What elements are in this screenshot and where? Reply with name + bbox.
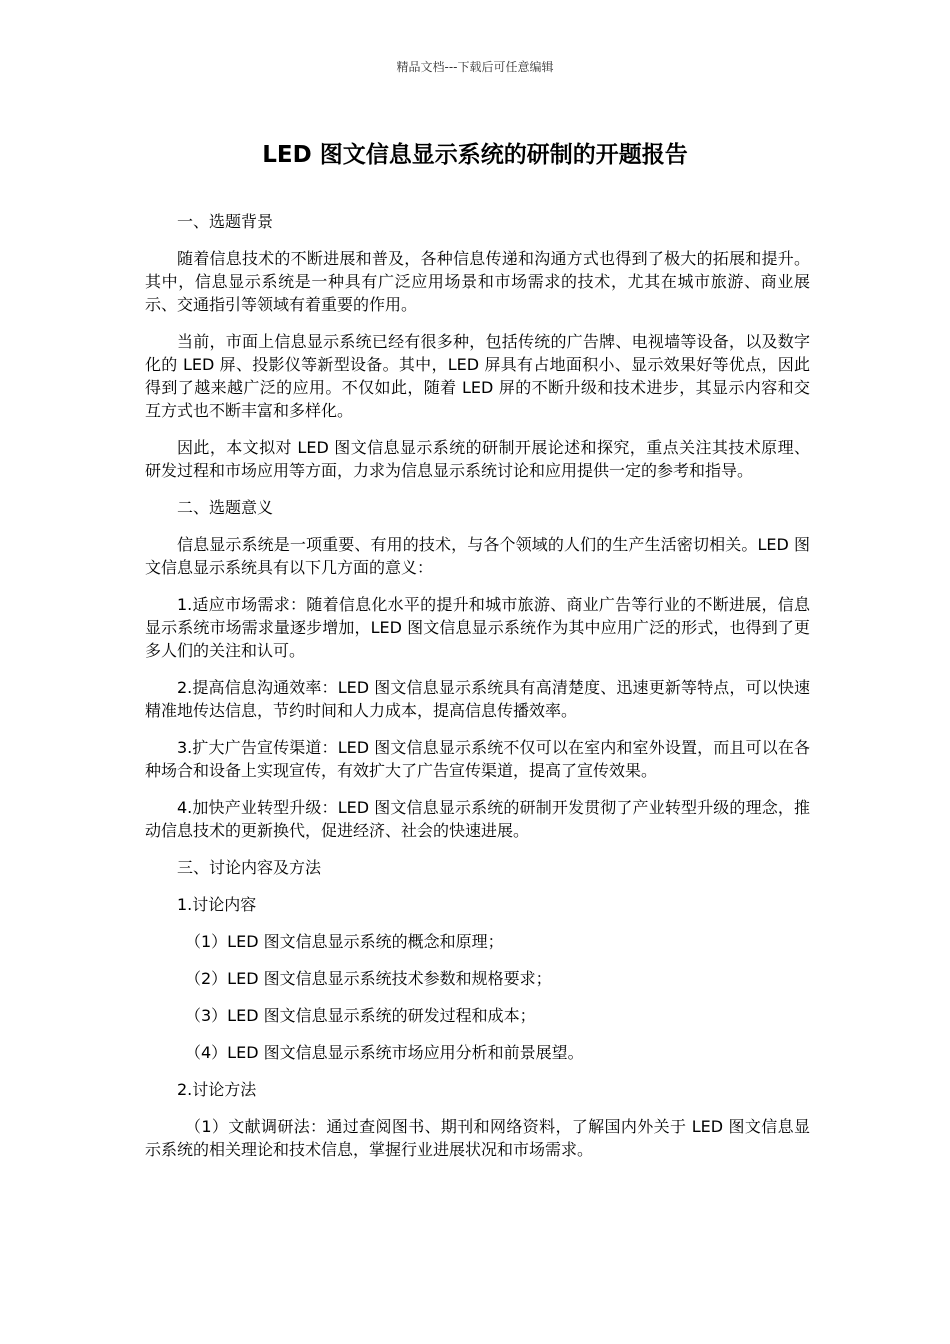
list-item: 2.提高信息沟通效率：LED 图文信息显示系统具有高清楚度、迅速更新等特点，可以快速精准地传达信息，节约时间和人力成本，提高信息传播效率。 [145,678,810,720]
section-heading-significance: 二、选题意义 [177,498,274,517]
list-item: 4.加快产业转型升级：LED 图文信息显示系统的研制开发贯彻了产业转型升级的理念，推动信息技术的更新换代，促进经济、社会的快速进展。 [145,798,810,840]
list-item: （4）LED 图文信息显示系统市场应用分析和前景展望。 [185,1043,584,1062]
list-item: （1）文献调研法：通过查阅图书、期刊和网络资料，了解国内外关于 LED 图文信息显示系统的相关理论和技术信息，掌握行业进展状况和市场需求。 [145,1117,810,1159]
page-header: 精品文档---下载后可任意编辑 [396,60,554,74]
list-item: （2）LED 图文信息显示系统技术参数和规格要求； [185,969,552,988]
section-heading-content-method: 三、讨论内容及方法 [177,858,322,877]
list-item: 1.适应市场需求：随着信息化水平的提升和城市旅游、商业广告等行业的不断进展，信息显示系统市场需求量逐步增加，LED 图文信息显示系统作为其中应用广泛的形式，也得到了更多人们的关注和认可。 [145,595,810,660]
document-title: LED 图文信息显示系统的研制的开题报告 [262,142,688,168]
paragraph: 因此，本文拟对 LED 图文信息显示系统的研制开展论述和探究，重点关注其技术原理、研发过程和市场应用等方面，力求为信息显示系统讨论和应用提供一定的参考和指导。 [145,438,810,480]
list-item: （3）LED 图文信息显示系统的研发过程和成本； [185,1006,536,1025]
document-body [145,210,810,1175]
section-heading-background: 一、选题背景 [177,212,274,231]
paragraph: 随着信息技术的不断进展和普及，各种信息传递和沟通方式也得到了极大的拓展和提升。其中，信息显示系统是一种具有广泛应用场景和市场需求的技术，尤其在城市旅游、商业展示、交通指引等领域有着重要的作用。 [145,249,810,314]
paragraph: 信息显示系统是一项重要、有用的技术，与各个领域的人们的生产生活密切相关。LED 图文信息显示系统具有以下几方面的意义： [145,535,810,577]
list-item: 3.扩大广告宣传渠道：LED 图文信息显示系统不仅可以在室内和室外设置，而且可以在各种场合和设备上实现宣传，有效扩大了广告宣传渠道，提高了宣传效果。 [145,738,810,780]
list-item: （1）LED 图文信息显示系统的概念和原理； [185,932,504,951]
subheading-content: 1.讨论内容 [177,895,257,914]
paragraph: 当前，市面上信息显示系统已经有很多种，包括传统的广告牌、电视墙等设备，以及数字化的 LED 屏、投影仪等新型设备。其中，LED 屏具有占地面积小、显示效果好等优点，因此得到了越来越广泛的应用。不仅如此，随着 LED 屏的不断升级和技术进步，其显示内容和交互方式也不断丰富和多样化。 [145,332,810,420]
subheading-method: 2.讨论方法 [177,1080,257,1099]
